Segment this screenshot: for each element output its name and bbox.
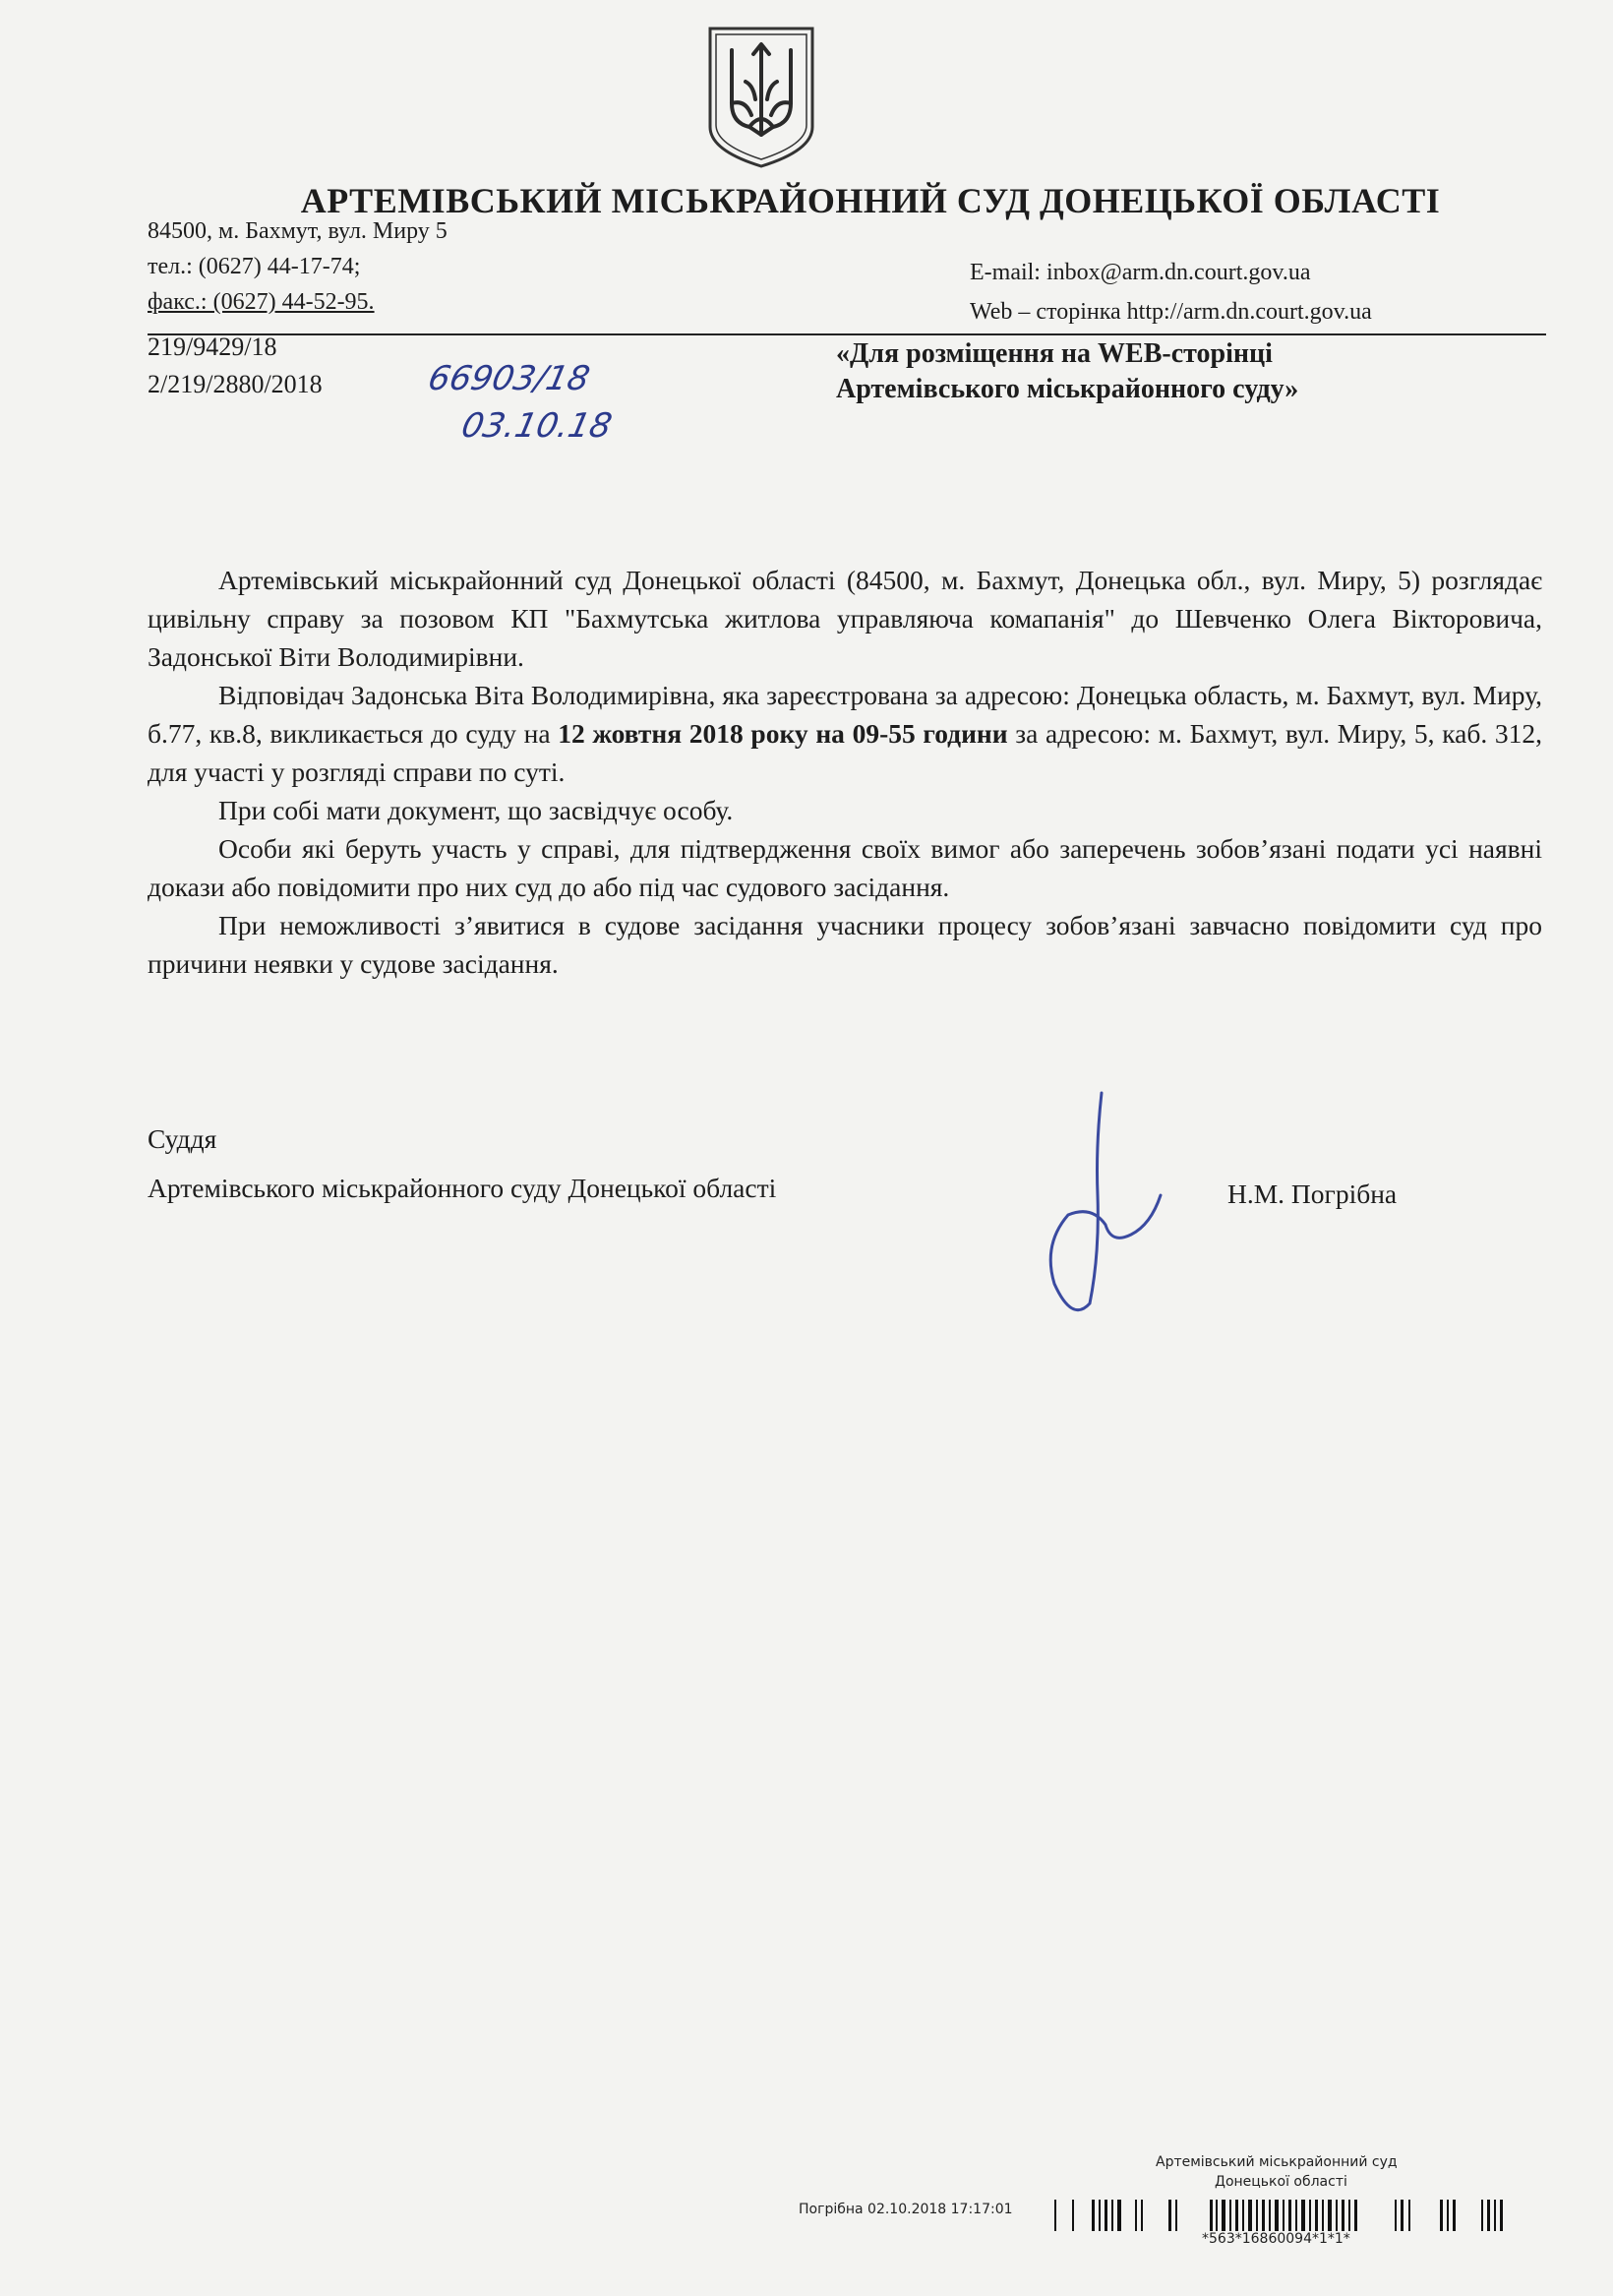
coat-of-arms-icon <box>706 25 816 170</box>
signatory-title: Суддя <box>148 1123 217 1154</box>
barcode-icon <box>1054 2196 1536 2235</box>
handwritten-signature <box>1033 1087 1180 1323</box>
case-number: 219/9429/18 <box>148 332 277 361</box>
handwritten-registration-date: 03.10.18 <box>457 406 616 446</box>
court-fax: факс.: (0627) 44-52-95. <box>148 289 375 315</box>
court-email: E-mail: inbox@arm.dn.court.gov.ua <box>970 260 1311 285</box>
signatory-court: Артемівського міськрайонного суду Донецької області <box>148 1173 777 1203</box>
paragraph-absence-notice: При неможливості з’явитися в судове засідання учасники процесу зобов’язані завчасно повідомити суд про причини неявки у судове засідання. <box>148 910 1542 979</box>
web-note-line-1: «Для розміщення на WEB-сторінці <box>836 338 1273 369</box>
court-website: Web – сторінка http://arm.dn.court.gov.ua <box>970 299 1372 325</box>
proceeding-number: 2/219/2880/2018 <box>148 370 323 398</box>
hearing-date-time: 12 жовтня 2018 року на 09-55 години <box>558 718 1008 749</box>
court-title: АРТЕМІВСЬКИЙ МІСЬКРАЙОННИЙ СУД ДОНЕЦЬКОЇ ОБЛАСТІ <box>300 181 1441 220</box>
web-note-line-2: Артемівського міськрайонного суду» <box>836 374 1299 405</box>
notice-body <box>148 561 1542 983</box>
paragraph-id-document: При собі мати документ, що засвідчує особу. <box>218 795 734 825</box>
signatory-name: Н.М. Погрібна <box>1227 1178 1398 1209</box>
stamp-registration-info: Погрібна 02.10.2018 17:17:01 <box>799 2202 1013 2217</box>
web-publication-note <box>836 336 1298 408</box>
court-phone: тел.: (0627) 44-17-74; <box>148 254 361 279</box>
paragraph-evidence: Особи які беруть участь у справі, для підтвердження своїх вимог або заперечень зобов’язані подати усі наявні докази або повідомити про них суд до або під час судового засідання. <box>148 833 1542 902</box>
paragraph-summons: Відповідач Задонська Віта Володимирівна, яка зареєстрована за адресою: Донецька область, м. Бахмут, вул. Миру, б.77, кв.8, викликається до суду на 12 жовтня 2018 року на 09-55 години за адресою: м. Бахмут, вул. Миру, 5, каб. 312, для участі у розгляді справи по суті. <box>148 680 1542 787</box>
stamp-court-line-1: Артемівський міськрайонний суд <box>1156 2154 1398 2170</box>
handwritten-registration-number: 66903/18 <box>424 359 594 398</box>
barcode-number: *563*16860094*1*1* <box>1202 2231 1350 2247</box>
stamp-court-line-2: Донецької області <box>1215 2174 1347 2190</box>
court-address: 84500, м. Бахмут, вул. Миру 5 <box>148 218 448 244</box>
paragraph-case-description: Артемівський міськрайонний суд Донецької області (84500, м. Бахмут, Донецька обл., вул. Миру, 5) розглядає цивільну справу за позовом КП "Бахмутська житлова управляюча комапанія" до Шевченко Олега Вікторовича, Задонської Віти Володимирівни. <box>148 565 1542 672</box>
header-divider <box>148 333 1546 335</box>
